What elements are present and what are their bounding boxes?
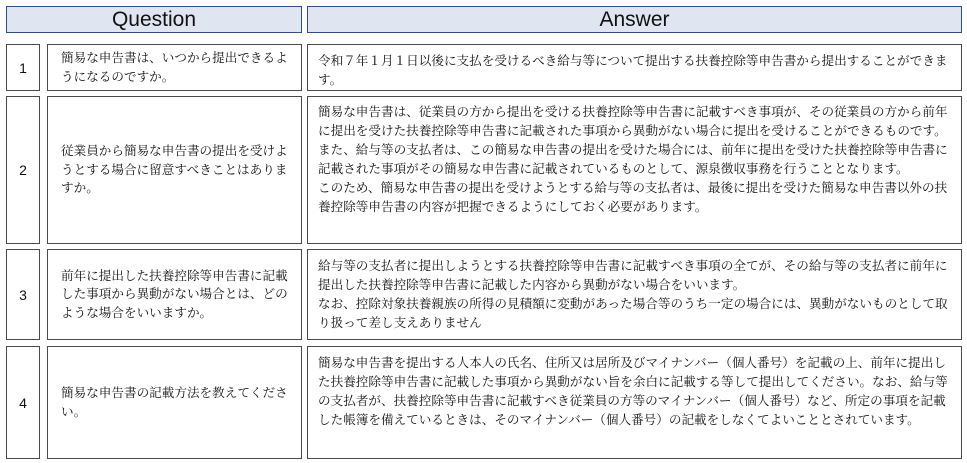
question-text: 従業員から簡易な申告書の提出を受けようとする場合に留意すべきことはありますか。 xyxy=(61,143,288,196)
row-number: 2 xyxy=(6,96,40,244)
answer-paragraph: なお、控除対象扶養親族の所得の見積額に変動があった場合等のうち一定の場合には、異動がないものとして取り扱って差し支えありません xyxy=(318,296,948,330)
answer-paragraph: 令和７年１月１日以後に支払を受けるべき給与等について提出する扶養控除等申告書から提出することができます。 xyxy=(318,53,948,87)
row-number: 3 xyxy=(6,249,40,340)
row-number: 1 xyxy=(6,44,40,91)
answer-cell xyxy=(307,44,962,91)
question-cell xyxy=(47,44,302,91)
answer-paragraph: 簡易な申告書は、従業員の方から提出を受ける扶養控除等申告書に記載すべき事項が、その従業員の方から前年に提出を受けた扶養控除等申告書に記載された事項から異動がない場合に提出を受けることができるものです。また、給与等の支払者は、この簡易な申告書の提出を受けた場合には、前年に提出を受けた扶養控除等申告書に記載された事項がその簡易な申告書に記載されているものとして、源泉徴収事務を行うこととなります。 xyxy=(318,104,948,176)
answer-paragraph: 簡易な申告書を提出する人本人の氏名、住所又は居所及びマイナンバー（個人番号）を記載の上、前年に提出した扶養控除等申告書に記載した事項から異動がない旨を余白に記載する等して提出してください。なお、給与等の支払者が、扶養控除等申告書に記載すべき従業員の方等のマイナンバー（個人番号）など、所定の事項を記載した帳簿を備えているときは、そのマイナンバー（個人番号）の記載をしなくてよいこととされています。 xyxy=(318,355,948,427)
row-number: 4 xyxy=(6,346,40,459)
question-text: 簡易な申告書の記載方法を教えてください。 xyxy=(61,385,288,419)
answer-cell xyxy=(307,96,962,244)
question-cell xyxy=(47,96,302,244)
answer-paragraph: 給与等の支払者に提出しようとする扶養控除等申告書に記載すべき事項の全てが、その給与等の支払者に前年に提出した扶養控除等申告書に記載した内容から異動がない場合をいいます。 xyxy=(318,258,948,292)
answer-cell xyxy=(307,249,962,340)
question-text: 前年に提出した扶養控除等申告書に記載した事項から異動がない場合とは、どのような場合をいいますか。 xyxy=(61,267,288,320)
answer-header: Answer xyxy=(307,6,962,33)
question-cell xyxy=(47,249,302,340)
answer-cell xyxy=(307,346,962,459)
question-text: 簡易な申告書は、いつから提出できるようになるのですか。 xyxy=(61,50,288,84)
answer-paragraph: このため、簡易な申告書の提出を受けようとする給与等の支払者は、最後に提出を受けた簡易な申告書以外の扶養控除等申告書の内容が把握できるようにしておく必要があります。 xyxy=(318,180,948,214)
question-header: Question xyxy=(6,6,302,33)
question-cell xyxy=(47,346,302,459)
